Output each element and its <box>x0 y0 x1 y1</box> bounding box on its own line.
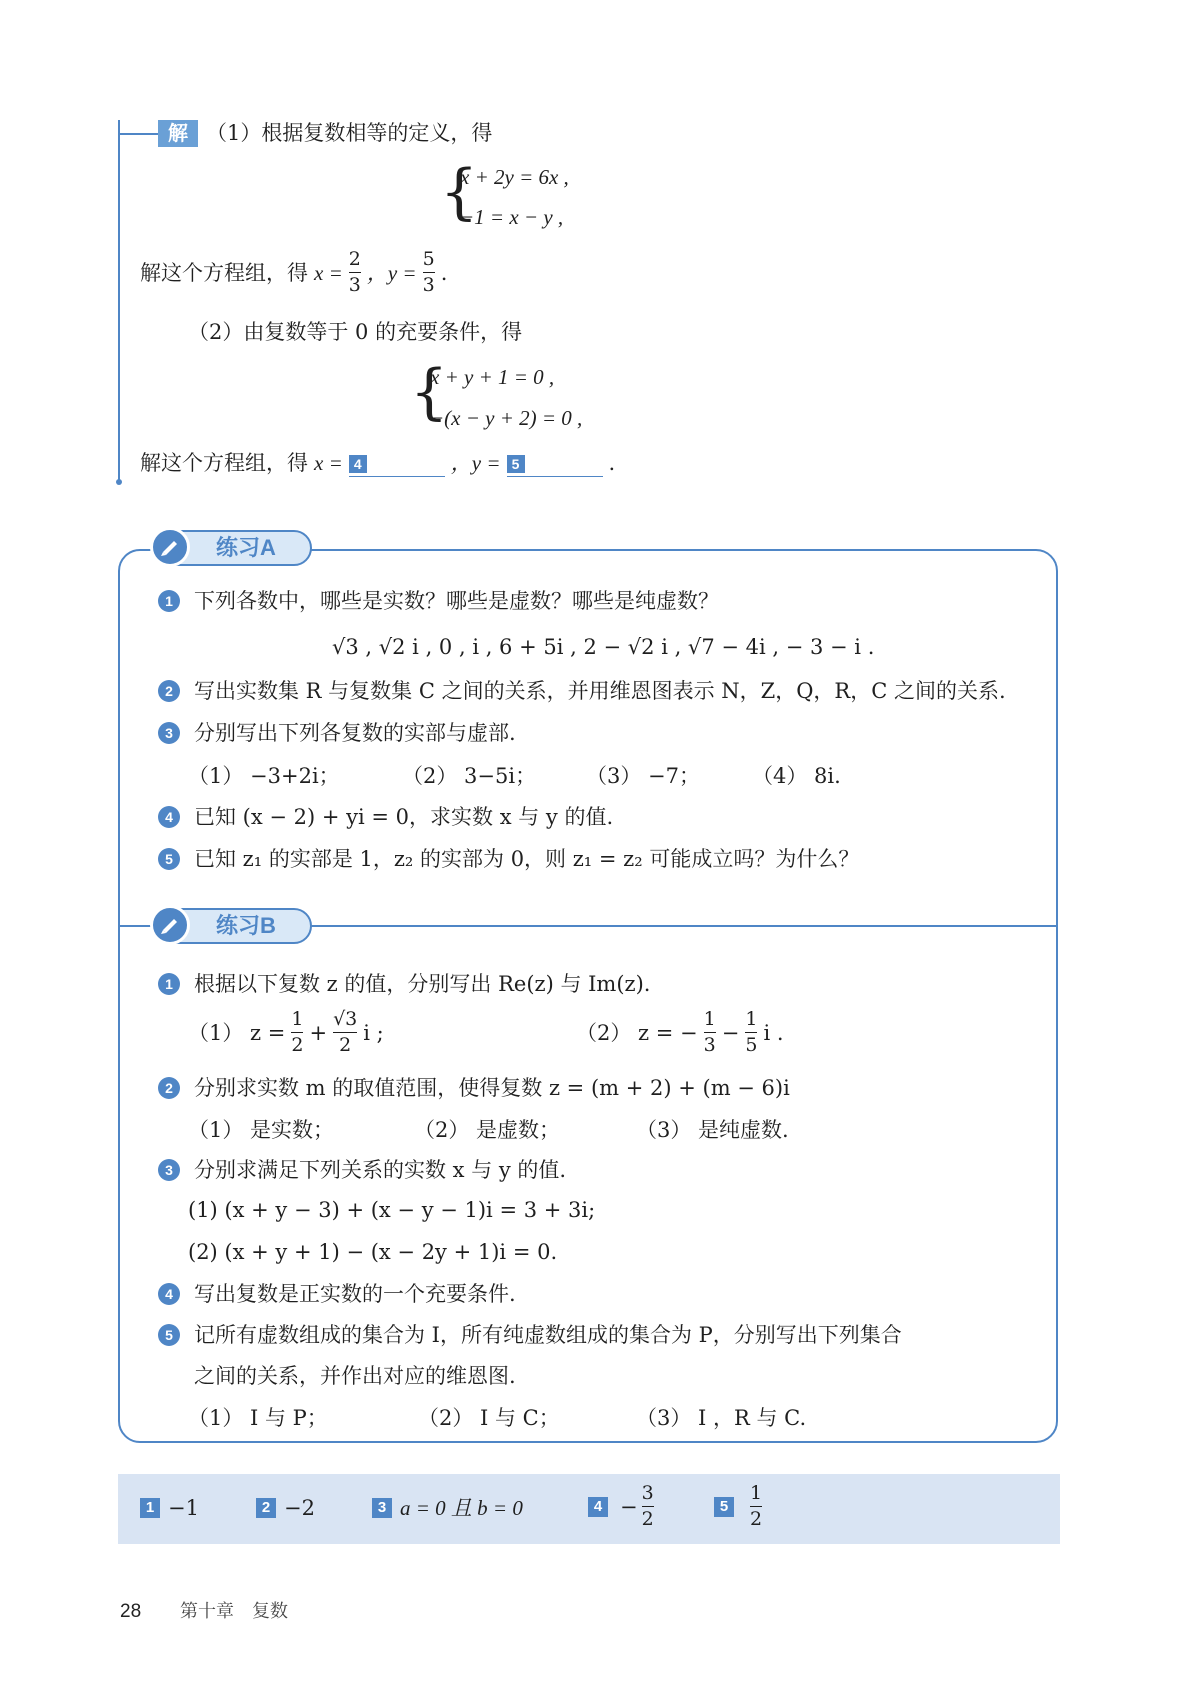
practice-b-item-1-sub-1 <box>188 1010 384 1055</box>
sub-prefix: （1） z = <box>188 1020 286 1045</box>
frac-num: √3 <box>333 1008 358 1030</box>
pencil-icon <box>150 527 190 567</box>
solution-top-rule <box>118 133 158 135</box>
practice-a-item-3-sub-1: （1） −3+2i； <box>188 764 340 788</box>
fraction <box>333 1010 357 1055</box>
practice-b-item-5-cont: 之间的关系，并作出对应的维恩图. <box>194 1364 516 1388</box>
item-number: 5 <box>158 848 180 870</box>
answer-tag: 5 <box>714 1497 734 1517</box>
practice-a-item-3-sub-3: （3） −7； <box>586 764 700 788</box>
answer-tag: 4 <box>588 1497 608 1517</box>
frac-num: 1 <box>703 1008 716 1030</box>
blank-4-tag: 4 <box>349 455 367 473</box>
solution-badge <box>158 120 198 147</box>
item-text: 分别写出下列各复数的实部与虚部. <box>194 721 516 745</box>
frac-den: 2 <box>750 1508 763 1530</box>
practice-a-item-3-sub-4: （4） 8i. <box>752 764 841 788</box>
item-number: 1 <box>158 590 180 612</box>
item-text: 已知 z₁ 的实部是 1，z₂ 的实部为 0，则 z₁ = z₂ 可能成立吗？为什么？ <box>194 847 860 871</box>
item-text: 根据以下复数 z 的值，分别写出 Re(z) 与 Im(z). <box>194 972 651 996</box>
fraction <box>291 1010 303 1055</box>
answer-fraction <box>642 1484 654 1529</box>
frac-bar <box>745 1032 757 1033</box>
item-text: 记所有虚数组成的集合为 I，所有纯虚数组成的集合为 P，分别写出下列集合 <box>194 1323 902 1347</box>
frac-den: 2 <box>641 1508 654 1530</box>
practice-a-item-4 <box>158 803 613 831</box>
blank-5-tag: 5 <box>507 455 525 473</box>
operator: + <box>309 1020 328 1045</box>
practice-b-item-4 <box>158 1280 516 1308</box>
item-text: 写出复数是正实数的一个充要条件. <box>194 1282 516 1306</box>
answer-text: −2 <box>284 1496 315 1520</box>
solution-part1-intro: （1）根据复数相等的定义，得 <box>206 121 493 145</box>
practice-b-item-1-sub-2 <box>576 1010 784 1055</box>
practice-a-numbers-line: √3 , √2 i , 0 , i , 6 + 5i , 2 − √2 i , √7 − 4i , − 3 − i . <box>332 635 875 659</box>
system1-brace: { <box>440 157 479 227</box>
item-text: 下列各数中，哪些是实数？哪些是虚数？哪些是纯虚数？ <box>194 589 719 613</box>
result1-end: . <box>440 260 448 285</box>
chapter-title: 第十章 复数 <box>180 1601 288 1622</box>
practice-a-item-3-sub-2: （2） 3−5i； <box>402 764 537 788</box>
solution-bottom-dot <box>116 479 122 485</box>
result1-y: ，y = <box>366 260 417 285</box>
practice-b-item-2-sub-3: （3） 是纯虚数. <box>636 1118 789 1142</box>
practice-b-item-2 <box>158 1074 790 1102</box>
solution-badge-text: 解 <box>168 121 188 145</box>
practice-a-item-1 <box>158 587 719 615</box>
operator: − <box>721 1020 740 1045</box>
frac-bar <box>423 272 435 273</box>
frac-bar <box>750 1506 762 1507</box>
item-text: 分别求满足下列关系的实数 x 与 y 的值. <box>194 1158 567 1182</box>
sub-end: i ; <box>363 1020 384 1045</box>
answer-1 <box>140 1494 199 1522</box>
item-number: 5 <box>158 1324 180 1346</box>
practice-b-item-1 <box>158 970 650 998</box>
practice-b-item-5-sub-3: （3） I ，R 与 C. <box>636 1406 807 1430</box>
practice-b-item-3-sub-1: (1) (x + y − 3) + (x − y − 1)i = 3 + 3i; <box>188 1198 596 1222</box>
practice-a-title: 练习A <box>216 535 276 560</box>
solution-left-rule <box>118 120 120 480</box>
answer-3 <box>372 1494 523 1522</box>
item-number: 3 <box>158 1159 180 1181</box>
item-number: 3 <box>158 722 180 744</box>
frac-num: 1 <box>750 1482 763 1504</box>
answer-5 <box>714 1484 762 1529</box>
practice-b-title: 练习B <box>216 913 276 938</box>
answer-text: −1 <box>168 1496 199 1520</box>
answer-2 <box>256 1494 315 1522</box>
frac-num: 1 <box>291 1008 304 1030</box>
item-number: 2 <box>158 680 180 702</box>
page-number: 28 <box>120 1601 142 1622</box>
system2-eq2: −(x − y + 2) = 0 , <box>430 406 583 430</box>
answer-tag: 1 <box>140 1498 160 1518</box>
frac-bar <box>333 1032 357 1033</box>
item-number: 1 <box>158 973 180 995</box>
result1-x-fraction <box>349 250 361 295</box>
frac-den: 2 <box>339 1034 352 1056</box>
frac-num: 1 <box>745 1008 758 1030</box>
answer-tag: 3 <box>372 1498 392 1518</box>
result2-y: ，y = <box>450 450 501 475</box>
fraction <box>704 1010 716 1055</box>
result2-x: x = <box>314 450 343 475</box>
practice-b-item-2-sub-2: （2） 是虚数； <box>414 1118 561 1142</box>
practice-b-item-3-sub-2: (2) (x + y + 1) − (x − 2y + 1)i = 0. <box>188 1240 558 1264</box>
system2-eq1: x + y + 1 = 0 , <box>430 365 555 389</box>
blank-5[interactable] <box>507 448 603 477</box>
frac-den: 3 <box>422 274 435 296</box>
frac-bar <box>642 1506 654 1507</box>
frac-den: 2 <box>291 1034 304 1056</box>
practice-b-item-5-sub-2: （2） I 与 C； <box>418 1406 560 1430</box>
item-number: 4 <box>158 806 180 828</box>
practice-a-item-5 <box>158 845 859 873</box>
frac-den: 5 <box>745 1034 758 1056</box>
practice-b-item-5-sub-1: （1） I 与 P； <box>188 1406 328 1430</box>
sub-prefix: （2） z = − <box>576 1020 698 1045</box>
answer-4 <box>588 1484 654 1529</box>
frac-den: 3 <box>703 1034 716 1056</box>
item-text: 分别求实数 m 的取值范围，使得复数 z = (m + 2) + (m − 6)i <box>194 1076 790 1100</box>
item-number: 4 <box>158 1283 180 1305</box>
result1-prefix: 解这个方程组，得 <box>140 260 308 285</box>
answer-text: a = 0 且 b = 0 <box>400 1496 523 1520</box>
practice-b-item-2-sub-1: （1） 是实数； <box>188 1118 335 1142</box>
answer-tag: 2 <box>256 1498 276 1518</box>
pencil-icon <box>150 905 190 945</box>
system2-brace: { <box>410 357 449 427</box>
frac-num: 2 <box>348 248 361 270</box>
solution-part2-intro: （2）由复数等于 0 的充要条件，得 <box>188 320 523 344</box>
frac-num: 3 <box>641 1482 654 1504</box>
result1-line <box>140 250 447 295</box>
practice-b-item-5 <box>158 1321 902 1349</box>
frac-den: 3 <box>348 274 361 296</box>
answer-fraction <box>750 1484 762 1529</box>
blank-4[interactable] <box>349 448 445 477</box>
frac-bar <box>291 1032 303 1033</box>
item-text: 写出实数集 R 与复数集 C 之间的关系，并用维恩图表示 N，Z，Q，R，C 之间的关系. <box>194 679 1006 703</box>
result2-end: . <box>608 450 616 475</box>
fraction <box>745 1010 757 1055</box>
answer-text: − <box>620 1494 638 1519</box>
frac-bar <box>349 272 361 273</box>
practice-a-item-3 <box>158 719 516 747</box>
result1-y-fraction <box>423 250 435 295</box>
result1-x: x = <box>314 260 343 285</box>
item-number: 2 <box>158 1077 180 1099</box>
system1-eq2: −1 = x − y , <box>460 205 564 229</box>
system1-eq1: x + 2y = 6x , <box>460 165 569 189</box>
practice-a-item-2 <box>158 677 1006 705</box>
result2-line <box>140 448 615 477</box>
frac-bar <box>704 1032 716 1033</box>
sub-end: i . <box>763 1020 784 1045</box>
item-text: 已知 (x − 2) + yi = 0，求实数 x 与 y 的值. <box>194 805 614 829</box>
frac-num: 5 <box>422 248 435 270</box>
practice-b-item-3 <box>158 1156 566 1184</box>
result2-prefix: 解这个方程组，得 <box>140 450 308 475</box>
